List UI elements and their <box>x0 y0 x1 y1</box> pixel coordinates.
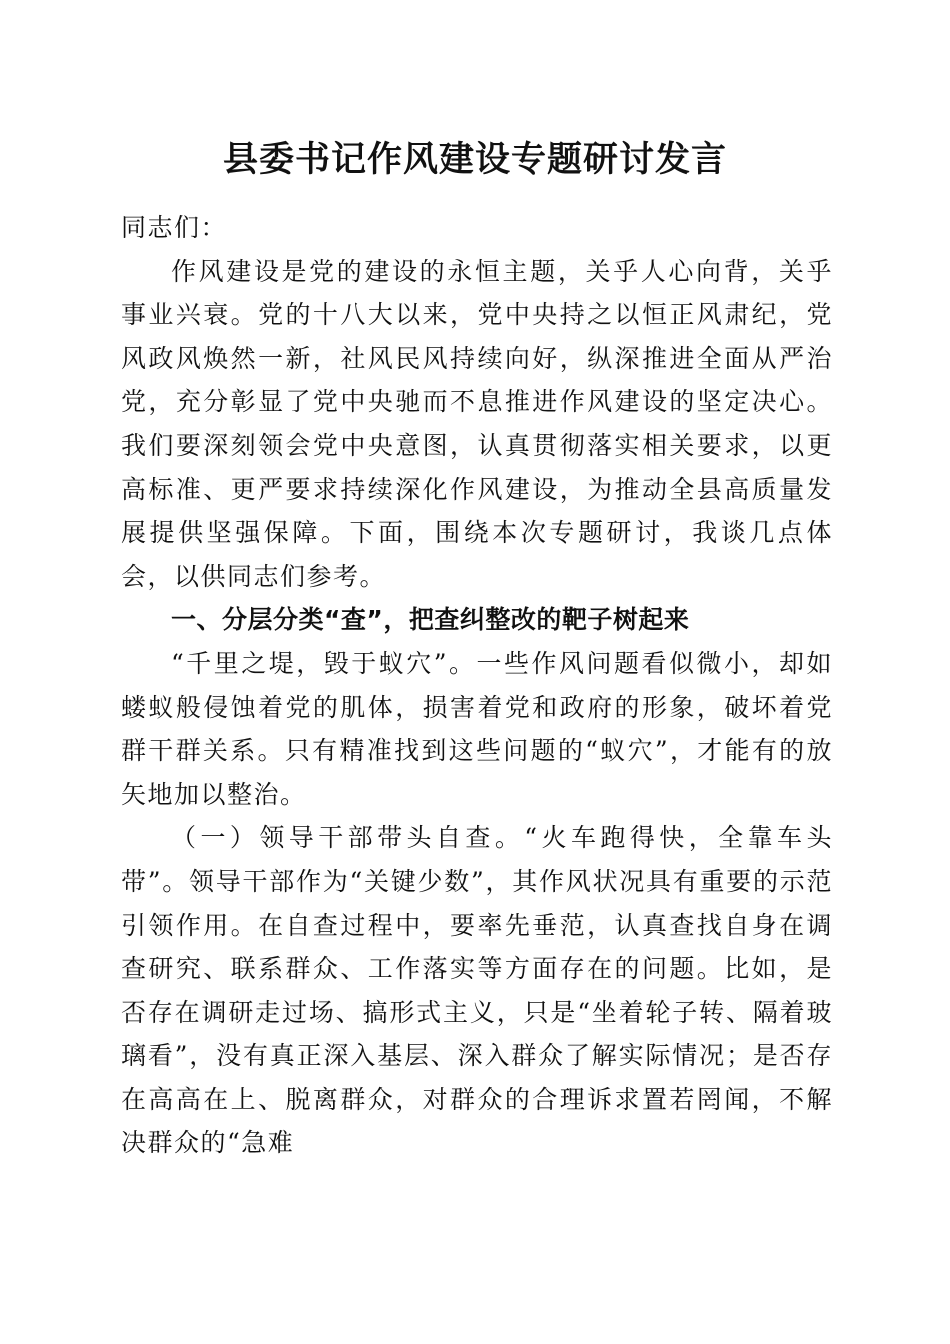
salutation: 同志们： <box>121 213 228 242</box>
section-1-heading: 一、分层分类“查”，把查纠整改的靶子树起来 <box>171 605 690 635</box>
document-body <box>121 206 833 1165</box>
intro-paragraph: 作风建设是党的建设的永恒主题，关乎人心向背，关乎事业兴衰。党的十八大以来，党中央持之以恒正风肃纪，党风政风焕然一新，社风民风持续向好，纵深推进全面从严治党，充分彰显了党中央驰而不息推进作风建设的坚定决心。我们要深刻领会党中央意图，认真贯彻落实相关要求，以更高标准、更严要求持续深化作风建设，为推动全县高质量发展提供坚强保障。下面，围绕本次专题研讨，我谈几点体会，以供同志们参考。 <box>121 256 833 591</box>
subsection-1-text: “火车跑得快，全靠车头带”。领导干部作为“关键少数”，其作风状况具有重要的示范引领作用。在自查过程中，要率先垂范，认真查找自身在调查研究、联系群众、工作落实等方面存在的问题。比如，是否存在调研走过场、搞形式主义，只是“坐着轮子转、隔着玻璃看”，没有真正深入基层、深入群众了解实际情况；是否存在高高在上、脱离群众，对群众的合理诉求置若罔闻，不解决群众的“急难 <box>121 823 833 1158</box>
subsection-1-paragraph <box>121 816 833 1165</box>
subsection-1-lead: （一）领导干部带头自查。 <box>171 823 525 853</box>
section-1-paragraph: “千里之堤，毁于蚁穴”。一些作风问题看似微小，却如蝼蚁般侵蚀着党的肌体，损害着党和政府的形象，破坏着党群干群关系。只有精准找到这些问题的“蚁穴”，才能有的放矢地加以整治。 <box>121 648 833 809</box>
document-title: 县委书记作风建设专题研讨发言 <box>222 139 727 180</box>
